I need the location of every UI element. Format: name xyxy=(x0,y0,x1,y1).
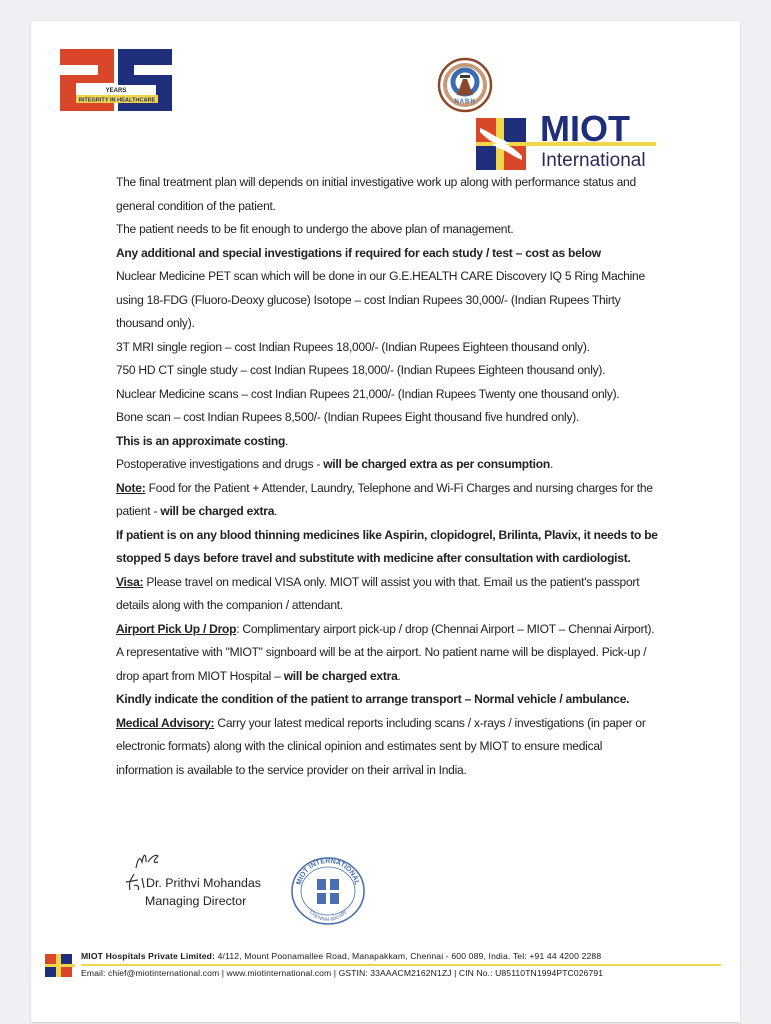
signature-block xyxy=(120,848,270,928)
footer-brand-squares-icon xyxy=(45,954,75,978)
handwritten-signature xyxy=(120,848,170,898)
stamp-bottom-text: CHENNAI-600 089 xyxy=(307,909,349,924)
note-text: Food for the Patient + Attender, Laundry, Telephone and Wi-Fi Charges and nursing charges for the patient - xyxy=(116,480,653,518)
approximate-costing-bold: This is an approximate costing xyxy=(116,433,286,448)
cost-item-ct: 750 HD CT single study – cost Indian Rupees 18,000/- (Indian Rupees Eighteen thousand only). xyxy=(116,363,606,377)
letter-footer xyxy=(45,950,735,982)
airport-bold: will be charged extra xyxy=(283,668,398,683)
cost-item-nuclear-scans: Nuclear Medicine scans – cost Indian Rupees 21,000/- (Indian Rupees Twenty one thousand only). xyxy=(116,386,620,401)
footer-contact-line xyxy=(81,968,603,978)
approximate-costing-end: . xyxy=(285,433,289,448)
approximate-costing-note xyxy=(116,430,659,454)
nabh-text: NABH xyxy=(454,99,476,105)
note-bold: will be charged extra xyxy=(160,504,275,518)
signatory-title: Managing Director xyxy=(145,894,247,908)
paragraph-fitness: The patient needs to be fit enough to undergo the above plan of management. xyxy=(116,222,514,236)
logo-years-text: YEARS xyxy=(105,88,127,94)
postoperative-note xyxy=(116,453,659,477)
postoperative-end: . xyxy=(549,457,554,471)
footer-address: 4/112, Mount Poonamallee Road, Manapakkam, Chennai - 600 089, India. Tel: +91 44 4200 2288 xyxy=(215,951,602,961)
footer-separator: | xyxy=(331,968,339,978)
footer-separator: | xyxy=(219,968,227,978)
medical-advisory-label: Medical Advisory: xyxy=(116,715,215,730)
note-end: . xyxy=(274,504,278,518)
miot-wordmark: MIOT xyxy=(540,108,630,149)
airport-label: Airport Pick Up / Drop xyxy=(116,621,237,636)
nabh-accreditation-logo xyxy=(437,57,493,113)
company-seal-stamp xyxy=(288,855,368,927)
airport-end: . xyxy=(397,668,401,683)
footer-cin: CIN No.: U85110TN1994PTC026791 xyxy=(458,968,604,978)
cost-item-bone-scan: Bone scan – cost Indian Rupees 8,500/- (Indian Rupees Eight thousand five hundred only). xyxy=(116,410,580,424)
airport-paragraph xyxy=(116,618,659,689)
svg-text:MIOT INTERNATIONAL xyxy=(296,858,361,886)
note-label: Note: xyxy=(116,480,146,495)
footer-email: Email: chief@miotinternational.com xyxy=(81,968,220,978)
footer-gstin: GSTIN: 33AAACM2162N1ZJ xyxy=(338,968,452,978)
letter-body xyxy=(116,171,659,782)
cost-item-pet-scan: Nuclear Medicine PET scan which will be done in our G.E.HEALTH CARE Discovery IQ 5 Ring Machine using 18-FDG (Fluoro-Deoxy glucose) Isotope – cost Indian Rupees 30,000/- (Indian Rupees Thirty thousand only). xyxy=(116,269,645,330)
medical-advisory-paragraph xyxy=(116,712,659,783)
visa-paragraph xyxy=(116,571,659,618)
signatory-name: Dr. Prithvi Mohandas xyxy=(146,876,262,890)
paragraph-treatment-plan: The final treatment plan will depends on initial investigative work up along with performance status and general condition of the patient. xyxy=(116,175,636,213)
footer-company-name: MIOT Hospitals Private Limited: xyxy=(81,951,216,961)
visa-text: Please travel on medical VISA only. MIOT will assist you with that. Email us the patient's passport details along with the companion / attendant. xyxy=(116,574,640,612)
cost-item-mri: 3T MRI single region – cost Indian Rupees 18,000/- (Indian Rupees Eighteen thousand only). xyxy=(116,339,590,354)
footer-divider xyxy=(81,964,721,966)
footer-separator: | xyxy=(451,968,459,978)
miot-international-logo xyxy=(476,108,656,174)
postoperative-bold: will be charged extra as per consumption xyxy=(323,457,550,471)
note-paragraph xyxy=(116,477,659,524)
miot-subtitle: International xyxy=(541,150,646,171)
stamp-top-text: MIOT INTERNATIONAL xyxy=(295,857,361,886)
airport-text: : Complimentary airport pick-up / drop (Chennai Airport – MIOT – Chennai Airport). A representative with "MIOT" signboard will be at the airport. No patient name will be displayed. Pick-up / drop apart from MIOT Hospital – xyxy=(116,621,655,683)
footer-address-line xyxy=(81,951,601,961)
heading-additional-investigations: Any additional and special investigations if required for each study / test – cost as below xyxy=(116,245,601,260)
blood-thinners-warning: If patient is on any blood thinning medicines like Aspirin, clopidogrel, Brilinta, Plavix, it needs to be stopped 5 days before travel and substitute with medicine after consultation with cardiologist. xyxy=(116,527,658,565)
visa-label: Visa: xyxy=(116,574,144,589)
postoperative-text: Postoperative investigations and drugs - xyxy=(116,457,324,471)
25-years-logo xyxy=(58,45,178,115)
logo-tagline-text: INTEGRITY IN HEALTHCARE xyxy=(78,97,156,104)
transport-instruction: Kindly indicate the condition of the patient to arrange transport – Normal vehicle / ambulance. xyxy=(116,692,630,706)
medical-advisory-text: Carry your latest medical reports including scans / x-rays / investigations (in paper or electronic formats) along with the clinical opinion and estimates sent by MIOT to ensure medical information is available to the service provider on their arrival in India. xyxy=(116,715,646,777)
footer-website: www.miotinternational.com xyxy=(226,968,332,978)
